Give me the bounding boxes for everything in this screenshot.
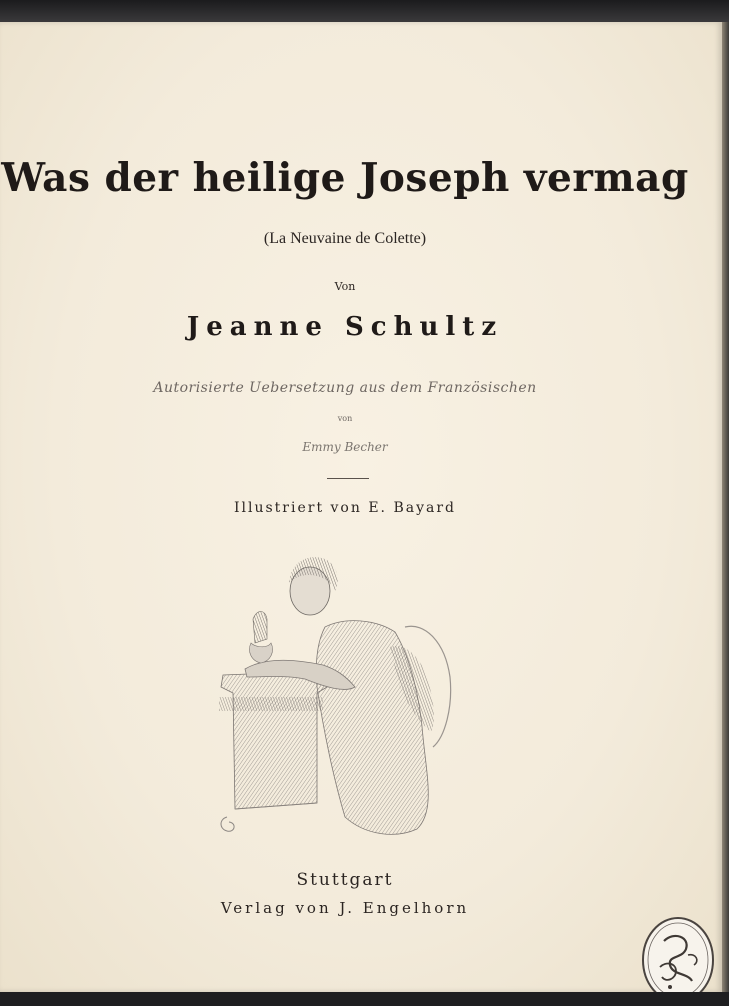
engraving-illustration [205,547,480,847]
book-subtitle: (La Neuvaine de Colette) [263,230,427,247]
translation-note: Autorisierte Uebersetzung aus dem Französischen [153,380,537,396]
author-name: Jeanne Schultz [186,312,504,342]
scan-bottom-edge [0,992,729,1006]
illustrator-credit: Illustriert von E. Bayard [233,500,456,516]
by-word: Von [334,280,356,293]
title-page [0,22,722,992]
scan-top-edge [0,0,729,22]
translator-name: Emmy Becher [302,440,388,454]
translator-by-word: von [337,414,353,423]
page-edge-shadow [722,22,729,992]
book-title: Was der heilige Joseph vermag [1,155,689,201]
divider-rule [327,478,369,479]
publication-place: Stuttgart [296,870,394,890]
publisher-line: Verlag von J. Engelhorn [220,899,470,917]
